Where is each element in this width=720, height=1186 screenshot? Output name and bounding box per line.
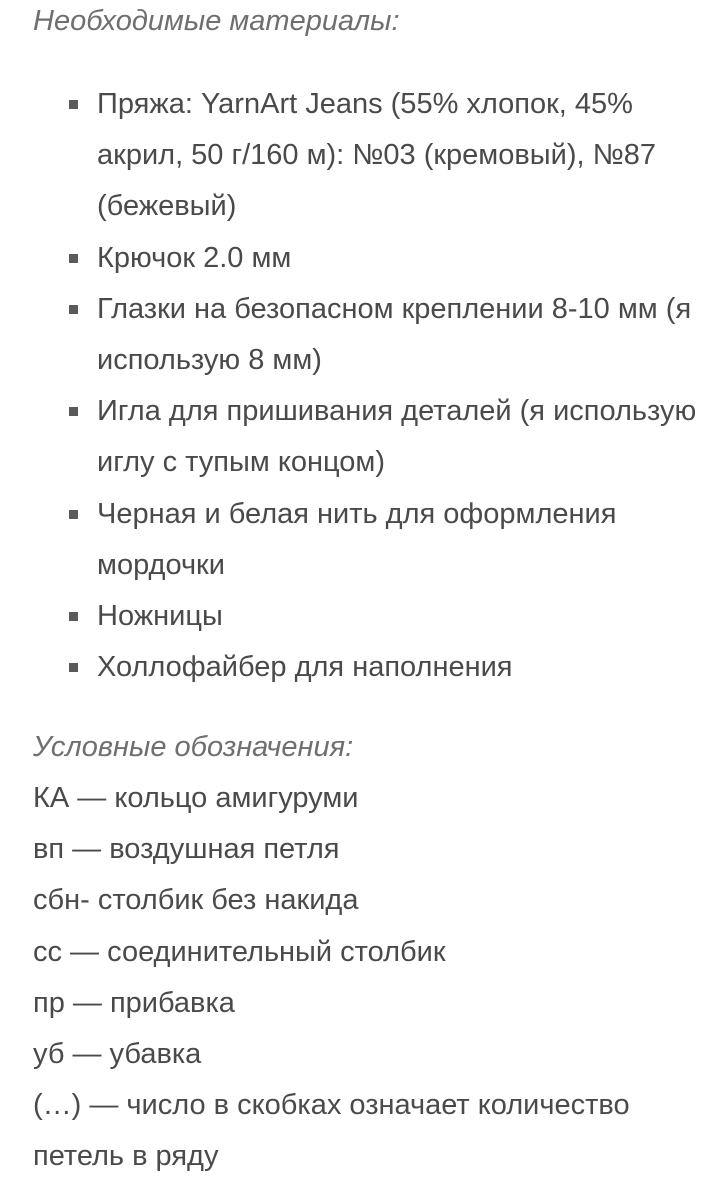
materials-item-text: Игла для пришивания деталей (я использую иглу с тупым концом) xyxy=(97,395,697,479)
legend-line: вп — воздушная петля xyxy=(33,833,340,866)
materials-list-item xyxy=(0,79,720,233)
square-bullet-icon xyxy=(69,663,78,672)
square-bullet-icon xyxy=(69,510,78,519)
legend-line: сбн- столбик без накида xyxy=(33,884,359,917)
materials-item-text: Черная и белая нить для оформления мордочки xyxy=(97,497,617,581)
legend-heading: Условные обозначения: xyxy=(33,731,354,763)
square-bullet-icon xyxy=(69,612,78,621)
materials-item-text: Пряжа: YarnArt Jeans (55% хлопок, 45% акрил, 50 г/160 м): №03 (кремовый), №87 (бежевый) xyxy=(97,88,656,223)
materials-list-item xyxy=(0,489,720,591)
materials-list-item xyxy=(0,233,720,284)
square-bullet-icon xyxy=(69,305,78,314)
materials-item-text: Крючок 2.0 мм xyxy=(97,241,292,274)
square-bullet-icon xyxy=(69,407,78,416)
materials-list-item xyxy=(0,386,720,488)
legend-list xyxy=(33,773,703,1183)
materials-item-text: Глазки на безопасном креплении 8-10 мм (я использую 8 мм) xyxy=(97,292,692,377)
legend-line: уб — убавка xyxy=(33,1038,202,1071)
materials-list xyxy=(0,79,720,693)
square-bullet-icon xyxy=(69,254,78,263)
materials-heading: Необходимые материалы: xyxy=(33,5,400,37)
legend-line: (…) — число в скобках означает количество петель в ряду xyxy=(33,1089,630,1173)
materials-item-text: Ножницы xyxy=(97,600,223,633)
materials-list-item xyxy=(0,284,720,386)
materials-list-item xyxy=(0,642,720,693)
materials-item-text: Холлофайбер для наполнения xyxy=(97,651,513,684)
legend-line: КА — кольцо амигуруми xyxy=(33,782,359,814)
legend-line: пр — прибавка xyxy=(33,986,235,1019)
legend-line: сс — соединительный столбик xyxy=(33,935,446,968)
square-bullet-icon xyxy=(69,100,78,109)
materials-list-item xyxy=(0,591,720,642)
